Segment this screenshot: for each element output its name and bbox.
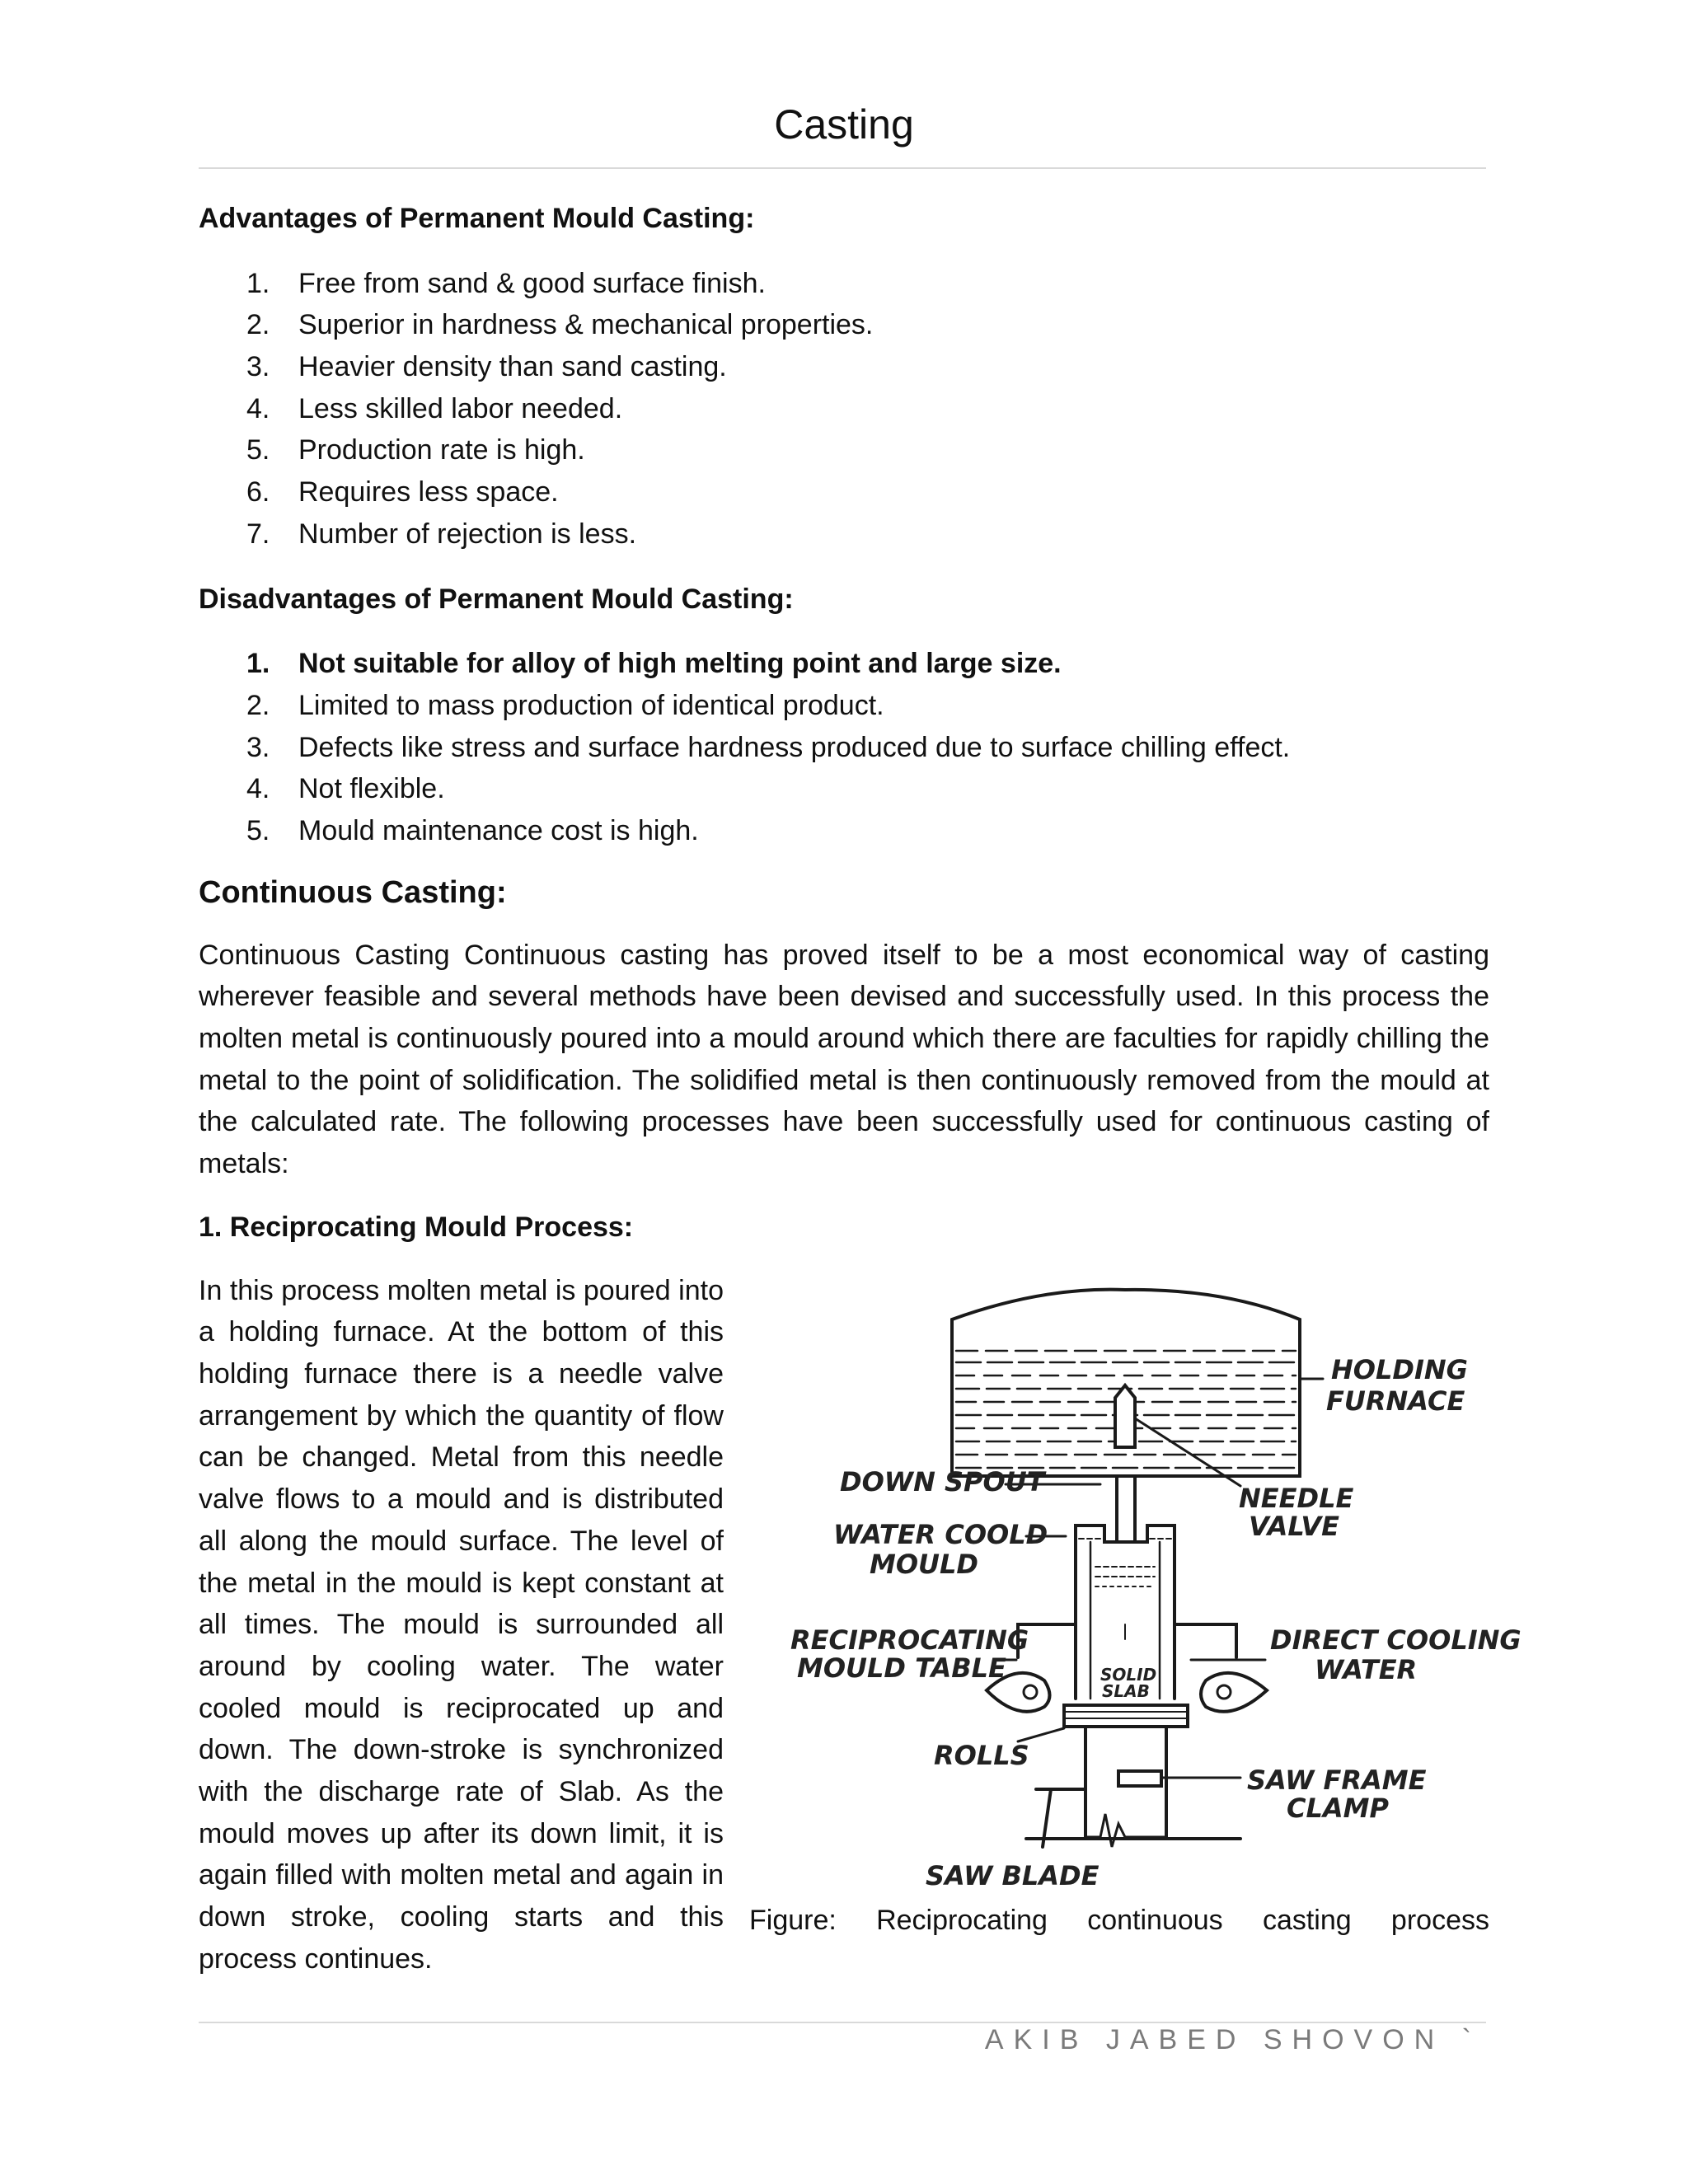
advantages-list (199, 263, 1489, 555)
advantages-heading: Advantages of Permanent Mould Casting: (199, 203, 755, 234)
label-clamp: CLAMP (1287, 1792, 1389, 1824)
saw-frame-clamp-shape (1118, 1771, 1161, 1786)
list-item-number: 2. (246, 689, 270, 721)
list-item-text: Number of rejection is less. (298, 518, 637, 550)
list-item (199, 727, 1489, 769)
page-title: Casting (774, 101, 914, 148)
list-item (199, 388, 1489, 430)
list-item-number: 6. (246, 476, 270, 509)
list-item (199, 810, 1489, 852)
page-content (199, 198, 1522, 1979)
list-item-text: Limited to mass production of identical product. (298, 689, 884, 721)
list-item (199, 263, 1489, 305)
list-item-text: Heavier density than sand casting. (298, 351, 727, 383)
list-item-text: Free from sand & good surface finish. (298, 267, 766, 299)
label-needle: NEEDLE (1239, 1482, 1354, 1514)
list-item-text: Less skilled labor needed. (298, 392, 623, 424)
list-item-number: 7. (246, 518, 270, 550)
list-item-number: 1. (246, 267, 270, 299)
figure-caption: Figure: Reciprocating continuous casting process (749, 1904, 1489, 1936)
label-saw-blade: SAW BLADE (926, 1859, 1100, 1891)
continuous-casting-paragraph: Continuous Casting Continuous casting has proved itself to be a most economical way of casting wherever feasible and several methods have been devised and successfully used. In this process the molten metal is continuously poured into a mould around which there are faculties for rapidly chilling the metal to the point of solidification. The solidified metal is then continuously removed from the mould at the calculated rate. The following processes have been successfully used for continuous casting of metals: (199, 939, 1489, 1180)
list-item-text: Defects like stress and surface hardness produced due to surface chilling effect. (298, 731, 1291, 763)
needle-valve-shape (1115, 1385, 1135, 1447)
list-item-text: Mould maintenance cost is high. (298, 814, 699, 846)
label-down-spout: DOWN SPOUT (840, 1465, 1045, 1497)
reciprocating-table-arm-right (1175, 1624, 1236, 1657)
reciprocating-heading: 1. Reciprocating Mould Process: (199, 1211, 634, 1243)
list-item (199, 304, 1489, 346)
list-item-text: Superior in hardness & mechanical properties. (298, 309, 874, 341)
list-item-text: Requires less space. (298, 476, 559, 509)
list-item (199, 685, 1489, 727)
label-saw-frame: SAW FRAME (1247, 1764, 1427, 1796)
disadvantages-list (199, 643, 1489, 851)
list-item (199, 346, 1489, 388)
label-furnace: FURNACE (1326, 1385, 1465, 1417)
list-item (199, 429, 1489, 471)
list-item-text: Production rate is high. (298, 434, 585, 466)
list-item-number: 1. (246, 648, 270, 680)
label-slab: SLAB (1102, 1680, 1150, 1701)
continuous-casting-heading: Continuous Casting: (199, 874, 507, 910)
list-item (199, 768, 1489, 810)
cam-right (1201, 1672, 1267, 1711)
rolls-shape (1064, 1705, 1188, 1727)
list-item (199, 471, 1489, 513)
list-item-number: 5. (246, 434, 270, 466)
label-rolls: ROLLS (934, 1739, 1029, 1771)
list-item-number: 4. (246, 392, 270, 424)
label-mould: MOULD (870, 1548, 978, 1580)
list-item-text: Not suitable for alloy of high melting point and large size. (298, 648, 1062, 680)
list-item (199, 513, 1489, 555)
label-solid: SOLID (1100, 1664, 1157, 1685)
label-direct-cooling: DIRECT COOLING (1270, 1624, 1522, 1656)
label-water: WATER (1315, 1653, 1418, 1685)
label-water-coold: WATER COOLD (833, 1518, 1048, 1550)
list-item-number: 5. (246, 814, 270, 846)
label-valve: VALVE (1249, 1510, 1339, 1542)
list-item (199, 643, 1489, 685)
casting-diagram (779, 1270, 1522, 1896)
header-divider (199, 167, 1486, 169)
list-item-number: 3. (246, 351, 270, 383)
disadvantages-heading: Disadvantages of Permanent Mould Casting: (199, 583, 794, 615)
label-holding: HOLDING (1331, 1353, 1468, 1385)
list-item-number: 3. (246, 731, 270, 763)
reciprocating-section (199, 1270, 1522, 1979)
label-mould-table: MOULD TABLE (797, 1652, 1006, 1684)
saw-blade-shape (1085, 1814, 1166, 1847)
list-item-number: 2. (246, 309, 270, 341)
footer-divider (199, 2022, 1486, 2023)
list-item-text: Not flexible. (298, 773, 445, 805)
list-item-number: 4. (246, 773, 270, 805)
footer-author: AKIB JABED SHOVON ` (984, 2024, 1481, 2055)
label-reciprocating: RECIPROCATING (790, 1624, 1029, 1656)
reciprocating-paragraph: In this process molten metal is poured into a holding furnace. At the bottom of this holding furnace there is a needle valve arrangement by which the quantity of flow can be changed. Metal from this needle valve flows to a mould and is distributed all along the mould surface. The level of the metal in the mould is kept constant at all times. The mould is surrounded all around by cooling water. The water cooled mould is reciprocated up and down. The down-stroke is synchronized with the discharge rate of Slab. As the mould moves up after its down limit, it is again filled with molten metal and again in down stroke, cooling starts and this process continues. (199, 1274, 724, 1975)
